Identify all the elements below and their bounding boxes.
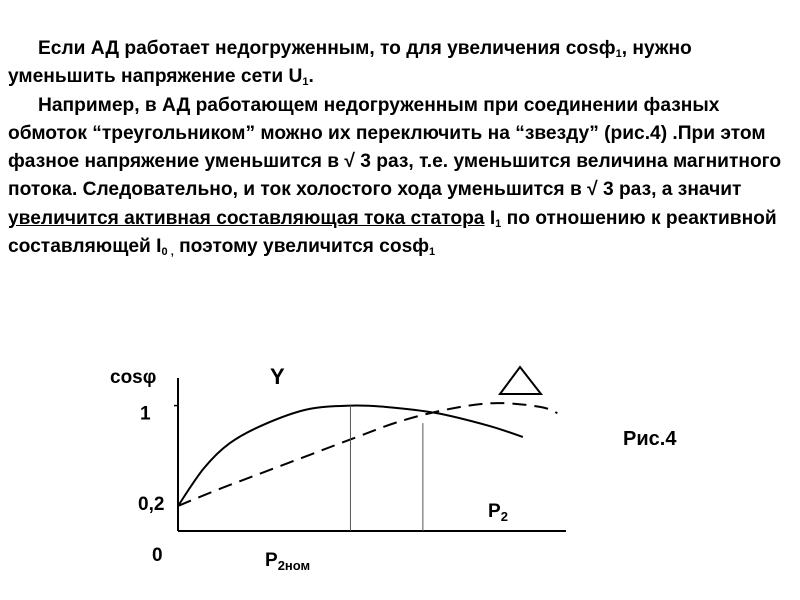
x-axis-label: $P_2$ [488,501,508,524]
y-tick-label-0-2: 0,2 [138,493,165,515]
paragraph-2: Например, в АД работающем недогруженным при соединении фазных обмоток “треугольником” можно их переключить на “звезду” (рис.4) .При этом фазное напряжение уменьшится в √ 3 раз, т.е. уменьшится величина магнитного потока. Следовательно, и ток холостого хода уменьшится в √ 3 раз, а значит увеличится активная составляющая тока статора $I_1$ по отношению к реактивной составляющей $I_{0 ,}$ поэтому увеличится cosф$_1$ [8,94,782,259]
y-tick-label-1: 1 [140,403,151,425]
triangle-symbol [500,367,541,394]
x-tick-label-p2nom: $P_{2ном}$ [265,550,311,573]
y-axis-label: cosφ [110,367,157,388]
underlined-phrase: увеличится активная составляющая тока статора [8,207,485,229]
series-delta-line [178,403,557,506]
series-label-y: Y [270,364,285,389]
origin-label: 0 [152,545,163,566]
paragraph-1: Если АД работает недогруженным, то для увеличения cosф$_1$, нужно уменьшить напряжение сети $U_1$. [8,38,692,89]
figure-caption: Рис.4 [623,428,677,450]
